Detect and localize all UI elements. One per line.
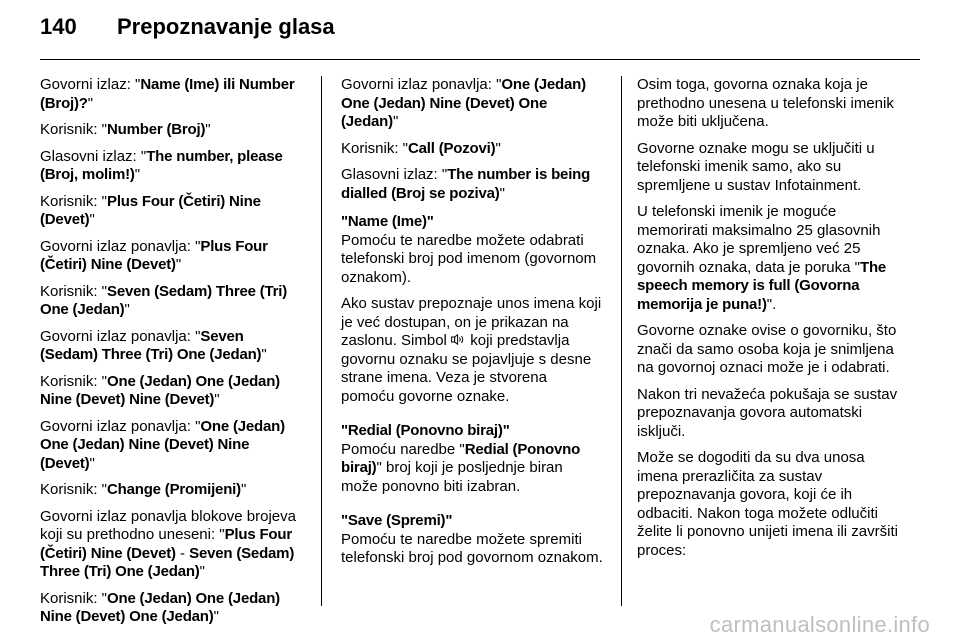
dialogue-line: Glasovni izlaz: "The number is being dialled (Broj se poziva)" xyxy=(341,166,591,202)
dialogue-line: Korisnik: "One (Jedan) One (Jedan) Nine (Devet) Nine (Devet)" xyxy=(40,372,280,408)
dialogue-line: Korisnik: "Seven (Sedam) Three (Tri) One (Jedan)" xyxy=(40,282,288,318)
page-header xyxy=(40,14,335,44)
paragraph: U telefonski imenik je moguće memorirati maksimalno 25 glasovnih oznaka. Ako je spremljeno već 25 govornih oznaka, data je poruka "The speech memory is full (Govorna memorija je puna!)". xyxy=(637,203,887,313)
dialogue-line: Govorni izlaz ponavlja: "One (Jedan) One (Jedan) Nine (Devet) Nine (Devet)" xyxy=(40,417,285,472)
section-text: Pomoću te naredbe možete odabrati telefonski broj pod imenom (govornom oznakom). xyxy=(341,231,597,286)
dialogue-line: Korisnik: "Change (Promijeni)" xyxy=(40,481,247,498)
page-title: Prepoznavanje glasa xyxy=(117,14,335,39)
column-divider xyxy=(321,76,322,606)
column-2 xyxy=(341,76,603,576)
paragraph: Osim toga, govorna oznaka koja je prethodno unesena u telefonski imenik može biti uključena. xyxy=(637,76,894,130)
header-rule xyxy=(40,59,920,60)
section-name xyxy=(341,213,603,287)
dialogue-line: Korisnik: "Call (Pozovi)" xyxy=(341,139,501,157)
dialogue-line: Govorni izlaz ponavlja: "Plus Four (Četiri) Nine (Devet)" xyxy=(40,237,268,273)
section-text: Pomoću te naredbe možete spremiti telefonski broj pod govornom oznakom. xyxy=(341,530,603,566)
page-number: 140 xyxy=(40,14,77,39)
column-1 xyxy=(40,76,302,635)
dialogue-line: Govorni izlaz ponavlja: "One (Jedan) One (Jedan) Nine (Devet) One (Jedan)" xyxy=(341,76,586,130)
paragraph: Nakon tri nevažeća pokušaja se sustav prepoznavanja govora automatski isključi. xyxy=(637,385,898,440)
paragraph: Govorne oznake ovise o govorniku, što znači da samo osoba koja je snimljena na govornoj oznaci može je i odabrati. xyxy=(637,322,897,376)
section-redial: "Redial (Ponovno biraj)" Pomoću naredbe "Redial (Ponovno biraj)" broj koji je posljednje biran može ponovno biti izabran. xyxy=(341,422,581,495)
dialogue-line: Glasovni izlaz: "The number, please (Broj, molim!)" xyxy=(40,147,283,183)
section-heading: "Name (Ime)" xyxy=(341,213,434,230)
paragraph: Ako sustav prepoznaje unos imena koji je već dostupan, on je prikazan na zaslonu. Simbol koji predstavlja govornu oznaku se pojavljuje s desne strane imena. Veza je stvorena pomoću govorne oznake. xyxy=(341,295,602,405)
watermark: carmanualsonline.info xyxy=(709,612,930,637)
section-save xyxy=(341,512,603,568)
dialogue-line: Govorni izlaz ponavlja blokove brojeva koji su prethodno uneseni: "Plus Four (Četiri) Nine (Devet) - Seven (Sedam) Three (Tri) One (Jedan)" xyxy=(40,507,296,580)
column-3 xyxy=(637,76,905,568)
dialogue-line: Korisnik: "Plus Four (Četiri) Nine (Devet)" xyxy=(40,192,261,228)
section-heading: "Save (Spremi)" xyxy=(341,512,453,529)
dialogue-line: Korisnik: "One (Jedan) One (Jedan) Nine (Devet) One (Jedan)" xyxy=(40,589,280,625)
paragraph: Govorne oznake mogu se uključiti u telefonski imenik samo, ako su spremljene u sustav Infotainment. xyxy=(637,139,875,194)
dialogue-line: Korisnik: "Number (Broj)" xyxy=(40,121,211,138)
section-heading: "Redial (Ponovno biraj)" xyxy=(341,422,510,439)
dialogue-line: Govorni izlaz ponavlja: "Seven (Sedam) Three (Tri) One (Jedan)" xyxy=(40,327,267,363)
paragraph: Može se dogoditi da su dva unosa imena prerazličita za sustav prepoznavanja govora, koji će ih odbaciti. Nakon toga možete odlučiti želite li ponovno unijeti imena ili završiti proces: xyxy=(637,449,898,559)
dialogue-line: Govorni izlaz: "Name (Ime) ili Number (Broj)?" xyxy=(40,76,295,112)
speech-tag-icon xyxy=(451,332,466,351)
column-divider xyxy=(621,76,622,606)
